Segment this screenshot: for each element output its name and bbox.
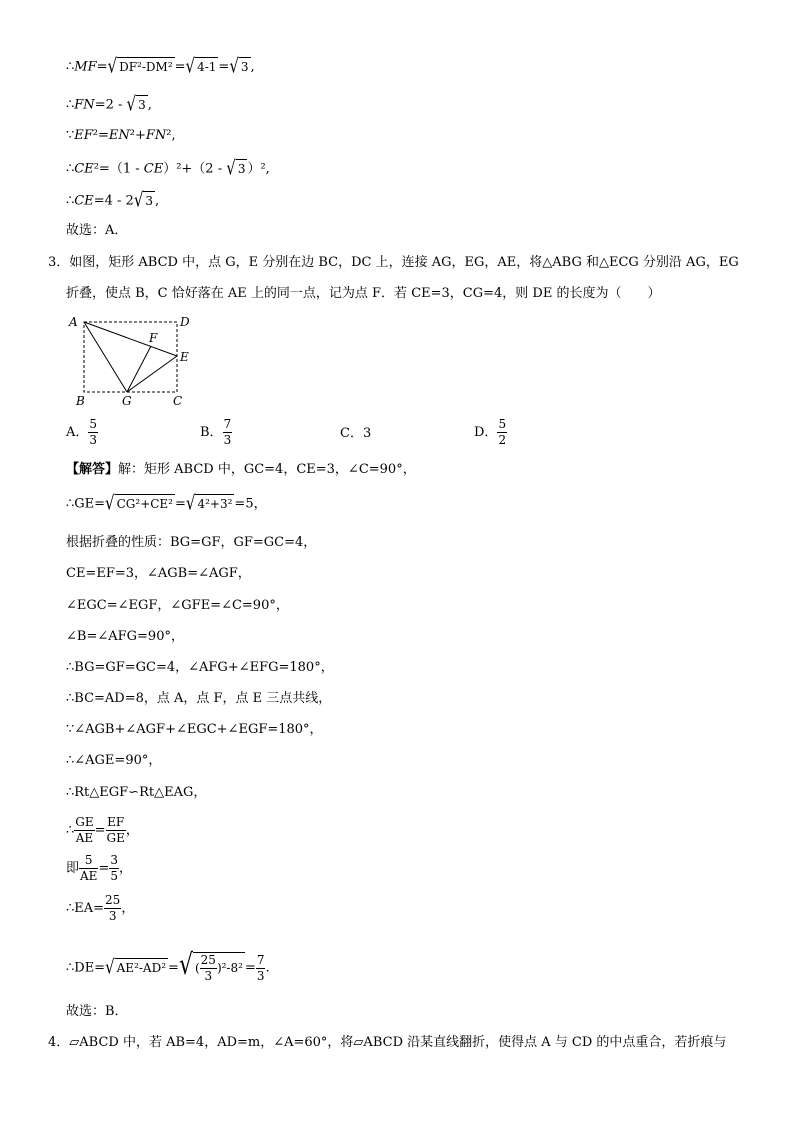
therefore-symbol: ∴ — [66, 193, 75, 209]
eq-sign: = — [244, 960, 256, 976]
numerator: 25 — [200, 953, 216, 967]
radicand: 3 — [143, 191, 155, 210]
radicand: 4-1 — [195, 57, 218, 76]
denominator: 2 — [498, 433, 507, 447]
answer-line-a: 故选：A． — [66, 223, 128, 238]
rectangle-figure — [66, 310, 206, 410]
question-3-line-2: 折叠，使点 B，C 恰好落在 AE 上的同一点，记为点 F．若 CE=3，CG=4，则 DE 的长度为（ ） — [66, 286, 661, 301]
denominator: 3 — [89, 433, 98, 447]
line-ce-squared — [66, 156, 270, 180]
label-e: E — [180, 350, 189, 364]
radicand: 3 — [239, 57, 251, 76]
option-letter: B． — [200, 425, 223, 440]
numerator: 7 — [256, 952, 265, 967]
denominator: AE — [80, 869, 98, 883]
label-b: B — [76, 394, 85, 408]
question-text: 如图，矩形 ABCD 中，点 G，E 分别在边 BC，DC 上，连接 AG，EG，AE，将△ABG 和△ECG 分别沿 AG，EG — [69, 255, 739, 270]
therefore-symbol: ∴ — [66, 97, 75, 113]
radicand: 3 — [236, 159, 248, 178]
var: FN — [145, 128, 167, 143]
denominator: AE — [75, 831, 94, 845]
question-4-line-1: 4．▱ABCD 中，若 AB=4，AD=m，∠A=60°，将▱ABCD 沿某直线翻折，使得点 A 与 CD 的中点重合，若折痕与 — [48, 1035, 727, 1050]
radicand: 4²+3² — [195, 494, 234, 513]
expr: ², — [166, 128, 176, 143]
segment-ag — [84, 322, 127, 392]
line-fn — [66, 92, 152, 116]
denominator: 3 — [223, 433, 232, 447]
solution-line-7: ∴BG=GF=GC=4，∠AFG+∠EFG=180°， — [66, 660, 334, 675]
punct: , — [250, 59, 255, 75]
var: EF — [74, 128, 93, 143]
sqrt-3: √ 3 — [226, 156, 246, 180]
option-letter: D． — [474, 425, 498, 440]
solution-line-11: ∴Rt△EGF∽Rt△EAG， — [66, 785, 207, 800]
sqrt-cg-ce: √ CG²+CE² — [105, 491, 173, 515]
sqrt-df-dm: √ DF²-DM² — [107, 54, 173, 78]
expr: ∴GE= — [66, 496, 106, 512]
eq-sign: = — [218, 59, 230, 75]
line-ef-squared — [66, 127, 176, 145]
because-symbol: ∵ — [66, 128, 75, 143]
punct: ， — [121, 901, 135, 916]
numerator: 7 — [223, 417, 232, 431]
option-letter: A． — [66, 425, 89, 440]
expr: =4 - 2 — [93, 193, 134, 209]
sqrt-3: √ 3 — [229, 54, 249, 78]
solution-line-ratio — [66, 815, 139, 846]
expr: ²= — [92, 128, 109, 143]
fraction — [223, 417, 233, 448]
punct: ， — [125, 823, 139, 838]
segment-ge — [127, 356, 177, 392]
radicand: DF²-DM² — [117, 57, 175, 76]
fraction-3-5 — [109, 853, 119, 884]
sqrt-3: √ 3 — [126, 92, 146, 116]
compound-radicand: ( $\frac{25}{3}$ )²-8² — [194, 953, 243, 983]
label-d: D — [180, 315, 190, 329]
denominator: 3 — [204, 969, 213, 983]
solution-line-8: ∴BC=AD=8，点 A，点 F，点 E 三点共线， — [66, 691, 332, 706]
fraction — [497, 417, 507, 448]
punct: . — [265, 960, 270, 976]
eq-sign: = — [174, 59, 186, 75]
denominator: 3 — [256, 968, 265, 983]
eq-sign: = — [168, 960, 179, 976]
expr: ²=（1 - — [93, 161, 144, 177]
solution-line-ratio-2 — [66, 853, 132, 884]
answer-line-b: 故选：B． — [66, 1004, 128, 1019]
solution-text: 解：矩形 ABCD 中，GC=4，CE=3，∠C=90°， — [118, 462, 416, 477]
label-f: F — [149, 331, 158, 345]
fraction — [88, 417, 98, 448]
therefore-symbol: ∴ — [66, 59, 75, 75]
option-letter: C． — [340, 426, 363, 441]
denominator: 3 — [108, 909, 117, 923]
option-c[interactable] — [340, 425, 371, 443]
solution-line-5: ∠EGC=∠EGF，∠GFE=∠C=90°， — [66, 598, 289, 613]
punct: , — [155, 193, 160, 209]
option-a[interactable] — [66, 417, 98, 448]
question-number: 3． — [48, 255, 70, 270]
expr: ）², — [247, 161, 270, 177]
var-fn: FN — [74, 97, 95, 113]
expr: 即 — [66, 861, 80, 876]
solution-line-1 — [66, 461, 416, 479]
solution-line-4: CE=EF=3，∠AGB=∠AGF， — [66, 566, 251, 581]
sqrt-compound: √ ( $\frac{25}{3}$ )²-8² — [178, 949, 243, 983]
fraction-5-ae — [79, 853, 98, 884]
numerator: 5 — [89, 417, 98, 431]
fraction-ge-ae — [74, 815, 94, 846]
numerator: 3 — [110, 853, 118, 867]
numerator: 5 — [498, 417, 507, 431]
denominator: GE — [106, 831, 125, 845]
fraction-25-3 — [104, 893, 121, 924]
label-c: C — [173, 394, 183, 408]
segment-gf — [127, 346, 151, 392]
var: CE — [74, 161, 94, 177]
fraction-25-3 — [200, 953, 217, 984]
punct: ， — [119, 861, 133, 876]
numerator: 25 — [105, 893, 121, 907]
label-g: G — [122, 394, 132, 408]
var: CE — [74, 193, 94, 209]
expr: ²-8² — [221, 961, 243, 975]
solution-line-9: ∵∠AGB+∠AGF+∠EGC+∠EGF=180°， — [66, 722, 323, 737]
expr: ）²+（2 - — [163, 161, 227, 177]
question-3-line-1 — [48, 254, 739, 272]
denominator: 5 — [110, 869, 118, 883]
line-mf — [66, 54, 255, 78]
expr: ²+ — [129, 128, 146, 143]
solution-line-ge — [66, 491, 267, 515]
therefore-symbol: ∴ — [66, 823, 75, 838]
segment-ae — [84, 322, 177, 356]
eq-sign: = — [98, 861, 110, 876]
solution-line-ea — [66, 893, 134, 924]
radicand: CG²+CE² — [115, 494, 175, 513]
option-value: 3 — [362, 426, 372, 441]
solution-line-3: 根据折叠的性质：BG=GF，GF=GC=4， — [66, 535, 317, 550]
expr: ∴DE= — [66, 960, 106, 976]
fraction-ef-ge — [106, 815, 126, 846]
solution-tag: 【解答】 — [66, 462, 119, 477]
option-d[interactable] — [474, 417, 507, 448]
therefore-symbol: ∴ — [66, 161, 75, 177]
expr: =2 - — [94, 97, 127, 113]
option-b[interactable] — [200, 417, 232, 448]
var: EN — [108, 128, 130, 143]
solution-line-10: ∴∠AGE=90°， — [66, 753, 162, 768]
numerator: 5 — [79, 853, 98, 869]
sqrt-3: √ 3 — [133, 188, 154, 212]
solution-line-6: ∠B=∠AFG=90°， — [66, 629, 184, 644]
line-ce-value — [66, 188, 160, 212]
var-mf: MF — [74, 59, 97, 75]
radicand: AE²-AD² — [115, 958, 168, 977]
sqrt-ae-ad: √ AE²-AD² — [105, 955, 167, 979]
radicand: 3 — [136, 95, 148, 114]
var: CE — [143, 161, 164, 177]
sqrt-4-3: √ 4²+3² — [185, 491, 233, 515]
eq-sign: = — [175, 496, 186, 512]
eq-sign: = — [96, 59, 108, 75]
eq-sign: = — [94, 823, 106, 838]
label-a: A — [69, 315, 78, 329]
punct: , — [147, 97, 152, 113]
rectangle-abcd — [84, 322, 177, 392]
solution-line-de — [66, 949, 270, 984]
numerator: GE — [75, 815, 94, 829]
numerator: EF — [107, 815, 125, 829]
sqrt-4-1: √ 4-1 — [185, 54, 217, 78]
expr: ∴EA= — [66, 901, 105, 916]
expr: =5， — [234, 496, 267, 512]
